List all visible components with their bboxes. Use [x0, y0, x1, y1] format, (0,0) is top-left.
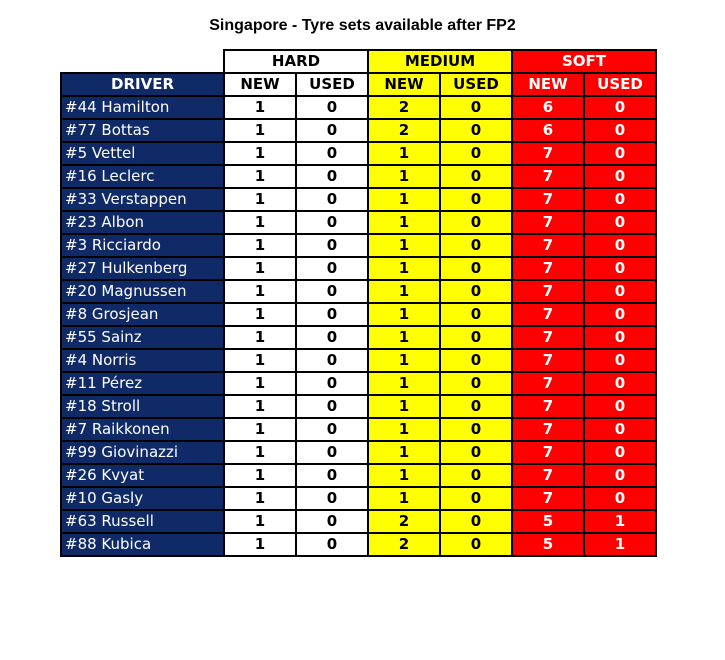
soft-new-cell: 7	[512, 418, 584, 441]
hard-new-cell: 1	[224, 533, 296, 556]
hard-used-cell: 0	[296, 96, 368, 119]
driver-name-cell: #88 Kubica	[61, 533, 224, 556]
medium-used-cell: 0	[440, 395, 512, 418]
driver-name-cell: #7 Raikkonen	[61, 418, 224, 441]
medium-used-cell: 0	[440, 510, 512, 533]
medium-new-cell: 1	[368, 464, 440, 487]
hard-used-cell: 0	[296, 142, 368, 165]
hard-used-cell: 0	[296, 487, 368, 510]
soft-new-cell: 7	[512, 349, 584, 372]
table-row	[61, 510, 656, 533]
soft-used-cell: 0	[584, 257, 656, 280]
hard-used-cell: 0	[296, 349, 368, 372]
soft-used-cell: 0	[584, 165, 656, 188]
medium-used-cell: 0	[440, 119, 512, 142]
medium-compound-header: MEDIUM	[368, 50, 512, 73]
medium-new-cell: 1	[368, 165, 440, 188]
driver-name-cell: #23 Albon	[61, 211, 224, 234]
driver-name-cell: #27 Hulkenberg	[61, 257, 224, 280]
driver-name-cell: #8 Grosjean	[61, 303, 224, 326]
soft-used-cell: 0	[584, 464, 656, 487]
medium-new-cell: 1	[368, 418, 440, 441]
hard-new-cell: 1	[224, 441, 296, 464]
hard-used-cell: 0	[296, 257, 368, 280]
medium-used-cell: 0	[440, 441, 512, 464]
soft-used-cell: 0	[584, 280, 656, 303]
table-row	[61, 303, 656, 326]
soft-new-cell: 7	[512, 142, 584, 165]
hard-new-cell: 1	[224, 326, 296, 349]
driver-name-cell: #4 Norris	[61, 349, 224, 372]
medium-used-cell: 0	[440, 464, 512, 487]
driver-name-cell: #20 Magnussen	[61, 280, 224, 303]
soft-used-cell: 0	[584, 142, 656, 165]
medium-new-cell: 1	[368, 441, 440, 464]
driver-name-cell: #44 Hamilton	[61, 96, 224, 119]
hard-used-cell: 0	[296, 533, 368, 556]
table-row	[61, 142, 656, 165]
soft-new-cell: 7	[512, 280, 584, 303]
hard-compound-header: HARD	[224, 50, 368, 73]
hard-new-cell: 1	[224, 303, 296, 326]
table-row	[61, 487, 656, 510]
medium-new-cell: 1	[368, 487, 440, 510]
soft-used-header: USED	[584, 73, 656, 96]
medium-new-cell: 1	[368, 326, 440, 349]
hard-new-cell: 1	[224, 165, 296, 188]
driver-name-cell: #33 Verstappen	[61, 188, 224, 211]
soft-new-cell: 7	[512, 165, 584, 188]
medium-new-cell: 1	[368, 303, 440, 326]
hard-new-cell: 1	[224, 119, 296, 142]
driver-name-cell: #18 Stroll	[61, 395, 224, 418]
medium-used-cell: 0	[440, 533, 512, 556]
hard-new-cell: 1	[224, 234, 296, 257]
medium-used-header: USED	[440, 73, 512, 96]
medium-new-cell: 1	[368, 188, 440, 211]
soft-used-cell: 0	[584, 119, 656, 142]
medium-new-cell: 1	[368, 395, 440, 418]
medium-used-cell: 0	[440, 211, 512, 234]
hard-used-cell: 0	[296, 119, 368, 142]
table-row	[61, 96, 656, 119]
soft-used-cell: 0	[584, 211, 656, 234]
medium-used-cell: 0	[440, 349, 512, 372]
medium-used-cell: 0	[440, 280, 512, 303]
soft-new-cell: 5	[512, 510, 584, 533]
medium-used-cell: 0	[440, 303, 512, 326]
hard-used-cell: 0	[296, 372, 368, 395]
driver-name-cell: #55 Sainz	[61, 326, 224, 349]
soft-used-cell: 0	[584, 418, 656, 441]
medium-new-cell: 1	[368, 142, 440, 165]
driver-rows	[61, 96, 656, 556]
table-row	[61, 395, 656, 418]
hard-used-cell: 0	[296, 188, 368, 211]
medium-new-cell: 1	[368, 257, 440, 280]
hard-new-cell: 1	[224, 257, 296, 280]
hard-used-cell: 0	[296, 211, 368, 234]
medium-new-cell: 2	[368, 533, 440, 556]
soft-used-cell: 0	[584, 487, 656, 510]
driver-name-cell: #3 Ricciardo	[61, 234, 224, 257]
table-row	[61, 119, 656, 142]
page-title: Singapore - Tyre sets available after FP2	[209, 17, 516, 34]
driver-name-cell: #77 Bottas	[61, 119, 224, 142]
hard-new-cell: 1	[224, 395, 296, 418]
soft-new-header: NEW	[512, 73, 584, 96]
driver-name-cell: #16 Leclerc	[61, 165, 224, 188]
soft-new-cell: 7	[512, 441, 584, 464]
soft-used-cell: 0	[584, 96, 656, 119]
soft-new-cell: 7	[512, 326, 584, 349]
table-row	[61, 188, 656, 211]
hard-new-header: NEW	[224, 73, 296, 96]
medium-used-cell: 0	[440, 165, 512, 188]
tyre-sets-table	[60, 49, 657, 557]
table-row	[61, 372, 656, 395]
medium-new-cell: 2	[368, 96, 440, 119]
hard-new-cell: 1	[224, 372, 296, 395]
medium-used-cell: 0	[440, 96, 512, 119]
driver-name-cell: #99 Giovinazzi	[61, 441, 224, 464]
hard-used-cell: 0	[296, 165, 368, 188]
soft-new-cell: 7	[512, 303, 584, 326]
soft-used-cell: 1	[584, 533, 656, 556]
column-header-row	[61, 73, 656, 96]
table-row	[61, 464, 656, 487]
table-row	[61, 165, 656, 188]
compound-header-row	[61, 50, 656, 73]
soft-used-cell: 0	[584, 395, 656, 418]
medium-new-cell: 1	[368, 280, 440, 303]
soft-new-cell: 6	[512, 119, 584, 142]
soft-new-cell: 7	[512, 464, 584, 487]
hard-new-cell: 1	[224, 487, 296, 510]
hard-new-cell: 1	[224, 418, 296, 441]
soft-used-cell: 0	[584, 326, 656, 349]
medium-used-cell: 0	[440, 326, 512, 349]
table-row	[61, 418, 656, 441]
driver-name-cell: #26 Kvyat	[61, 464, 224, 487]
hard-new-cell: 1	[224, 96, 296, 119]
driver-column-header: DRIVER	[61, 73, 224, 96]
driver-name-cell: #63 Russell	[61, 510, 224, 533]
medium-used-cell: 0	[440, 487, 512, 510]
medium-used-cell: 0	[440, 234, 512, 257]
soft-new-cell: 7	[512, 234, 584, 257]
soft-new-cell: 7	[512, 395, 584, 418]
soft-new-cell: 7	[512, 487, 584, 510]
hard-used-cell: 0	[296, 441, 368, 464]
medium-used-cell: 0	[440, 142, 512, 165]
medium-new-cell: 1	[368, 211, 440, 234]
hard-used-cell: 0	[296, 510, 368, 533]
table-row	[61, 280, 656, 303]
medium-new-cell: 1	[368, 349, 440, 372]
soft-used-cell: 1	[584, 510, 656, 533]
soft-used-cell: 0	[584, 234, 656, 257]
driver-name-cell: #10 Gasly	[61, 487, 224, 510]
soft-compound-header: SOFT	[512, 50, 656, 73]
medium-new-header: NEW	[368, 73, 440, 96]
soft-new-cell: 5	[512, 533, 584, 556]
soft-new-cell: 7	[512, 372, 584, 395]
soft-new-cell: 7	[512, 257, 584, 280]
hard-new-cell: 1	[224, 464, 296, 487]
soft-used-cell: 0	[584, 303, 656, 326]
hard-new-cell: 1	[224, 280, 296, 303]
medium-used-cell: 0	[440, 372, 512, 395]
medium-new-cell: 1	[368, 372, 440, 395]
table-row	[61, 234, 656, 257]
soft-used-cell: 0	[584, 349, 656, 372]
medium-new-cell: 2	[368, 119, 440, 142]
hard-new-cell: 1	[224, 142, 296, 165]
driver-name-cell: #11 Pérez	[61, 372, 224, 395]
soft-new-cell: 7	[512, 188, 584, 211]
hard-new-cell: 1	[224, 510, 296, 533]
hard-new-cell: 1	[224, 211, 296, 234]
soft-new-cell: 7	[512, 211, 584, 234]
medium-used-cell: 0	[440, 188, 512, 211]
hard-used-cell: 0	[296, 418, 368, 441]
soft-used-cell: 0	[584, 188, 656, 211]
hard-used-cell: 0	[296, 234, 368, 257]
table-row	[61, 257, 656, 280]
driver-name-cell: #5 Vettel	[61, 142, 224, 165]
hard-used-cell: 0	[296, 326, 368, 349]
hard-new-cell: 1	[224, 188, 296, 211]
medium-new-cell: 1	[368, 234, 440, 257]
medium-used-cell: 0	[440, 257, 512, 280]
empty-corner-cell	[61, 50, 224, 73]
table-row	[61, 349, 656, 372]
table-row	[61, 211, 656, 234]
hard-used-cell: 0	[296, 395, 368, 418]
medium-new-cell: 2	[368, 510, 440, 533]
hard-used-cell: 0	[296, 303, 368, 326]
table-row	[61, 533, 656, 556]
medium-used-cell: 0	[440, 418, 512, 441]
hard-used-cell: 0	[296, 464, 368, 487]
hard-new-cell: 1	[224, 349, 296, 372]
soft-used-cell: 0	[584, 372, 656, 395]
table-row	[61, 326, 656, 349]
table-row	[61, 441, 656, 464]
soft-new-cell: 6	[512, 96, 584, 119]
hard-used-header: USED	[296, 73, 368, 96]
hard-used-cell: 0	[296, 280, 368, 303]
soft-used-cell: 0	[584, 441, 656, 464]
